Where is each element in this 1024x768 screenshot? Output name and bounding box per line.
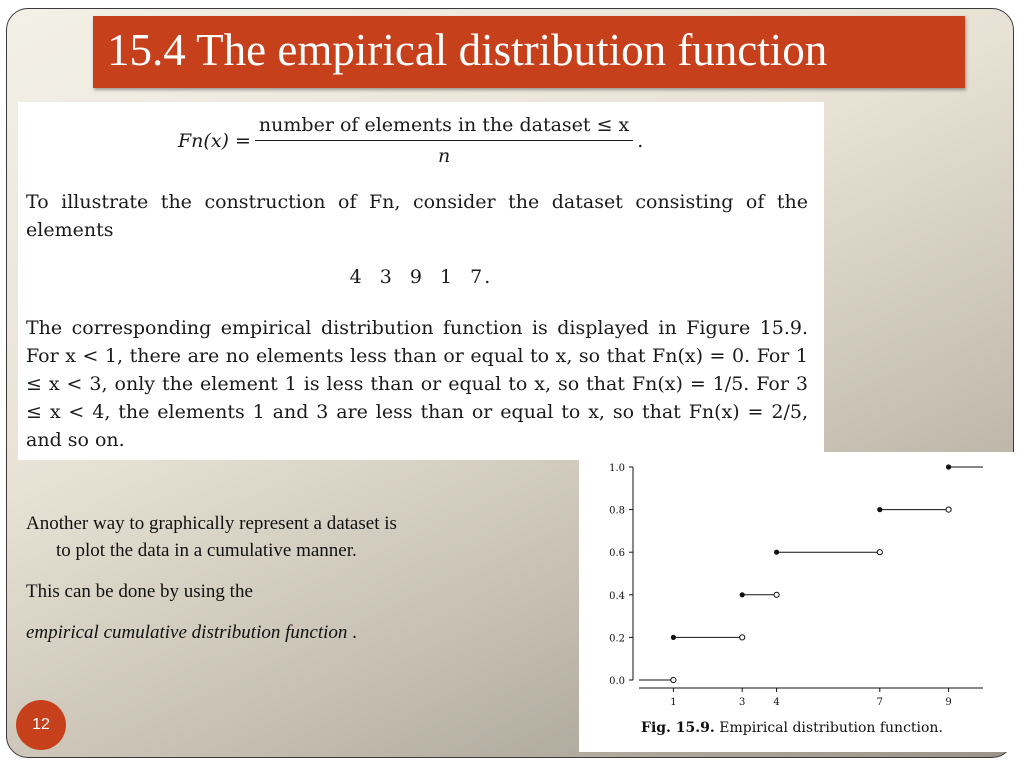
caption-text: Empirical distribution function.	[714, 720, 943, 736]
y-tick-label: 1.0	[609, 463, 625, 474]
closed-point	[877, 507, 882, 512]
caption-label: Fig. 15.9.	[641, 720, 715, 736]
ecdf-term: empirical cumulative distribution function	[26, 622, 348, 643]
formula-fraction	[255, 114, 633, 167]
ecdf-chart-svg	[579, 452, 1019, 752]
x-tick-label: 9	[945, 697, 952, 708]
dataset-values: 4 3 9 1 7.	[349, 266, 493, 288]
formula-numerator: number of elements in the dataset ≤ x	[255, 114, 633, 141]
closed-point	[774, 550, 779, 555]
notes-line-2: to plot the data in a cumulative manner.	[56, 540, 357, 561]
x-tick-label: 1	[670, 697, 677, 708]
open-point	[774, 592, 779, 597]
closed-point	[671, 635, 676, 640]
ecdf-chart	[579, 452, 1019, 752]
notes-line-4	[26, 619, 546, 646]
open-point	[671, 677, 676, 682]
open-point	[877, 550, 882, 555]
open-point	[740, 635, 745, 640]
y-tick-label: 0.2	[609, 633, 625, 645]
y-tick-label: 0.0	[609, 676, 625, 687]
page-number: 12	[16, 700, 66, 750]
textbook-excerpt	[18, 102, 824, 460]
x-tick-label: 3	[739, 697, 746, 708]
figure-caption	[641, 720, 943, 736]
intro-paragraph: To illustrate the construction of Fn, consider the dataset consisting of the elements	[26, 191, 808, 241]
notes-line-1: Another way to graphically represent a dataset is	[26, 513, 397, 534]
y-tick-label: 0.6	[609, 548, 625, 560]
notes-line-3: This can be done by using the	[26, 581, 253, 602]
x-tick-label: 7	[876, 697, 883, 708]
formula-lhs: Fn(x) =	[178, 129, 251, 152]
formula-denominator: n	[437, 145, 451, 167]
closed-point	[740, 592, 745, 597]
y-tick-label: 0.8	[609, 505, 625, 517]
title-banner	[93, 16, 965, 88]
slide-notes	[26, 510, 546, 646]
closed-point	[946, 464, 951, 469]
slide-title: 15.4 The empirical distribution function	[107, 25, 828, 75]
ecdf-formula	[178, 114, 643, 167]
formula-end: .	[637, 129, 644, 152]
x-tick-label: 4	[773, 697, 780, 708]
explanation-paragraph: The corresponding empirical distribution function is displayed in Figure 15.9. For x < 1, there are no elements less than or equal to x, so that Fn(x) = 0. For 1 ≤ x < 3, only the element 1 is less than or equal to x, so that Fn(x) = 1/5. For 3 ≤ x < 4, the elements 1 and 3 are less than or equal to x, so that Fn(x) = 2/5, and so on.	[26, 317, 808, 451]
notes-line-4-end: .	[347, 622, 357, 643]
y-tick-label: 0.4	[609, 590, 625, 602]
open-point	[946, 507, 951, 512]
